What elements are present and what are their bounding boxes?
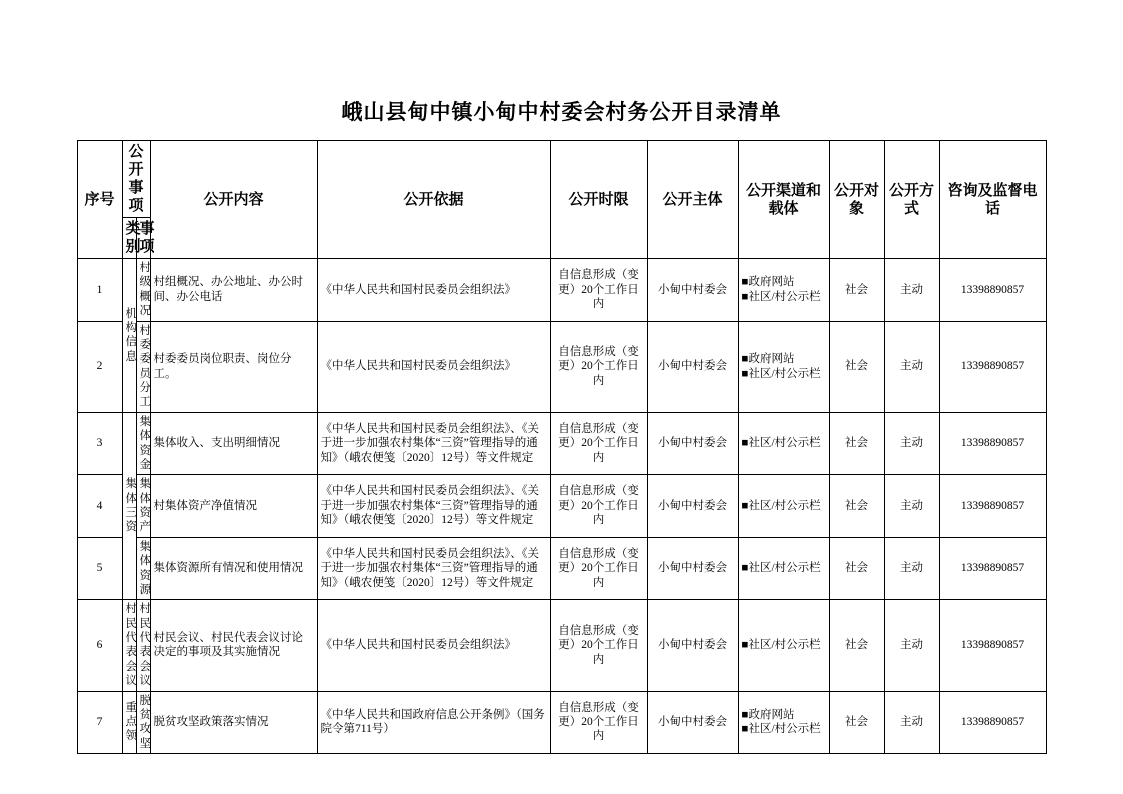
channel-line: ■政府网站 xyxy=(741,276,795,289)
channel-line: ■社区/村公示栏 xyxy=(741,290,821,303)
cell-time-limit: 自信息形成（变更）20个工作日内 xyxy=(550,475,647,538)
header-item: 事项 xyxy=(136,218,150,259)
channel-line: ■社区/村公示栏 xyxy=(741,562,821,575)
cell-content: 村委委员岗位职责、岗位分工。 xyxy=(150,321,317,412)
cell-object: 社会 xyxy=(829,475,884,538)
cell-content: 村组概况、办公地址、办公时间、办公电话 xyxy=(150,259,317,322)
table-row xyxy=(77,412,1046,475)
cell-time-limit: 自信息形成（变更）20个工作日内 xyxy=(550,412,647,475)
cell-basis: 《中华人民共和国村民委员会组织法》 xyxy=(317,259,550,322)
channel-line: ■社区/村公示栏 xyxy=(741,367,821,380)
table-body xyxy=(77,259,1046,754)
cell-channel xyxy=(738,691,829,754)
table-row xyxy=(77,321,1046,412)
table-row xyxy=(77,691,1046,754)
cell-item: 脱贫攻坚 xyxy=(136,691,150,754)
channel-line: ■社区/村公示栏 xyxy=(741,723,821,736)
disclosure-catalog-table xyxy=(77,140,1047,754)
header-public-matters: 公开事项 xyxy=(122,141,150,218)
cell-category: 集体三资 xyxy=(122,412,136,600)
header-content: 公开内容 xyxy=(150,141,317,259)
cell-mode: 主动 xyxy=(884,412,939,475)
cell-channel xyxy=(738,600,829,691)
cell-basis: 《中华人民共和国村民委员会组织法》、《关于进一步加强农村集体“三资”管理指导的通知》（峨农便笺〔2020〕12号）等文件规定 xyxy=(317,537,550,600)
cell-seq: 3 xyxy=(77,412,122,475)
cell-time-limit: 自信息形成（变更）20个工作日内 xyxy=(550,259,647,322)
cell-object: 社会 xyxy=(829,537,884,600)
cell-basis: 《中华人民共和国村民委员会组织法》、《关于进一步加强农村集体“三资”管理指导的通知》（峨农便笺〔2020〕12号）等文件规定 xyxy=(317,412,550,475)
header-time-limit: 公开时限 xyxy=(550,141,647,259)
cell-basis: 《中华人民共和国村民委员会组织法》 xyxy=(317,321,550,412)
cell-object: 社会 xyxy=(829,321,884,412)
cell-subject: 小甸中村委会 xyxy=(647,691,738,754)
cell-category: 重点领 xyxy=(122,691,136,754)
cell-item: 村委委员分工 xyxy=(136,321,150,412)
cell-category: 村民代表会议 xyxy=(122,600,136,691)
cell-channel xyxy=(738,259,829,322)
cell-basis: 《中华人民共和国村民委员会组织法》 xyxy=(317,600,550,691)
cell-object: 社会 xyxy=(829,691,884,754)
channel-line: ■社区/村公示栏 xyxy=(741,437,821,450)
cell-phone: 13398890857 xyxy=(939,537,1046,600)
cell-category: 机构信息 xyxy=(122,259,136,413)
cell-subject: 小甸中村委会 xyxy=(647,537,738,600)
cell-mode: 主动 xyxy=(884,537,939,600)
cell-seq: 5 xyxy=(77,537,122,600)
cell-content: 村民会议、村民代表会议讨论决定的事项及其实施情况 xyxy=(150,600,317,691)
cell-item: 村民代表会议 xyxy=(136,600,150,691)
table-header xyxy=(77,141,1046,259)
cell-time-limit: 自信息形成（变更）20个工作日内 xyxy=(550,321,647,412)
cell-time-limit: 自信息形成（变更）20个工作日内 xyxy=(550,691,647,754)
cell-time-limit: 自信息形成（变更）20个工作日内 xyxy=(550,600,647,691)
cell-item: 村级概况 xyxy=(136,259,150,322)
table-row xyxy=(77,600,1046,691)
cell-channel xyxy=(738,321,829,412)
cell-mode: 主动 xyxy=(884,600,939,691)
header-subject: 公开主体 xyxy=(647,141,738,259)
cell-phone: 13398890857 xyxy=(939,259,1046,322)
header-channel: 公开渠道和载体 xyxy=(738,141,829,259)
cell-seq: 4 xyxy=(77,475,122,538)
channel-line: ■政府网站 xyxy=(741,708,795,721)
header-seq: 序号 xyxy=(77,141,122,259)
cell-subject: 小甸中村委会 xyxy=(647,412,738,475)
cell-object: 社会 xyxy=(829,259,884,322)
cell-subject: 小甸中村委会 xyxy=(647,600,738,691)
cell-content: 集体收入、支出明细情况 xyxy=(150,412,317,475)
cell-content: 脱贫攻坚政策落实情况 xyxy=(150,691,317,754)
cell-phone: 13398890857 xyxy=(939,691,1046,754)
cell-subject: 小甸中村委会 xyxy=(647,475,738,538)
page-title: 峨山县甸中镇小甸中村委会村务公开目录清单 xyxy=(341,101,782,124)
channel-line: ■社区/村公示栏 xyxy=(741,639,821,652)
cell-basis: 《中华人民共和国政府信息公开条例》（国务院令第711号） xyxy=(317,691,550,754)
cell-channel xyxy=(738,412,829,475)
header-basis: 公开依据 xyxy=(317,141,550,259)
header-object: 公开对象 xyxy=(829,141,884,259)
cell-subject: 小甸中村委会 xyxy=(647,259,738,322)
cell-object: 社会 xyxy=(829,600,884,691)
cell-mode: 主动 xyxy=(884,475,939,538)
cell-content: 集体资源所有情况和使用情况 xyxy=(150,537,317,600)
cell-mode: 主动 xyxy=(884,259,939,322)
table-row xyxy=(77,537,1046,600)
table-row xyxy=(77,259,1046,322)
cell-phone: 13398890857 xyxy=(939,412,1046,475)
cell-object: 社会 xyxy=(829,412,884,475)
channel-line: ■社区/村公示栏 xyxy=(741,499,821,512)
cell-subject: 小甸中村委会 xyxy=(647,321,738,412)
cell-seq: 7 xyxy=(77,691,122,754)
cell-phone: 13398890857 xyxy=(939,475,1046,538)
cell-phone: 13398890857 xyxy=(939,321,1046,412)
cell-time-limit: 自信息形成（变更）20个工作日内 xyxy=(550,537,647,600)
cell-seq: 6 xyxy=(77,600,122,691)
header-mode: 公开方式 xyxy=(884,141,939,259)
cell-basis: 《中华人民共和国村民委员会组织法》、《关于进一步加强农村集体“三资”管理指导的通知》（峨农便笺〔2020〕12号）等文件规定 xyxy=(317,475,550,538)
cell-item: 集体资源 xyxy=(136,537,150,600)
cell-item: 集体资金 xyxy=(136,412,150,475)
cell-channel xyxy=(738,475,829,538)
header-row-1 xyxy=(77,141,1046,218)
header-category: 类别 xyxy=(122,218,136,259)
table-row xyxy=(77,475,1046,538)
cell-phone: 13398890857 xyxy=(939,600,1046,691)
cell-channel xyxy=(738,537,829,600)
channel-line: ■政府网站 xyxy=(741,353,795,366)
cell-content: 村集体资产净值情况 xyxy=(150,475,317,538)
cell-mode: 主动 xyxy=(884,691,939,754)
cell-seq: 1 xyxy=(77,259,122,322)
cell-item: 集体资产 xyxy=(136,475,150,538)
cell-mode: 主动 xyxy=(884,321,939,412)
cell-seq: 2 xyxy=(77,321,122,412)
header-phone: 咨询及监督电话 xyxy=(939,141,1046,259)
